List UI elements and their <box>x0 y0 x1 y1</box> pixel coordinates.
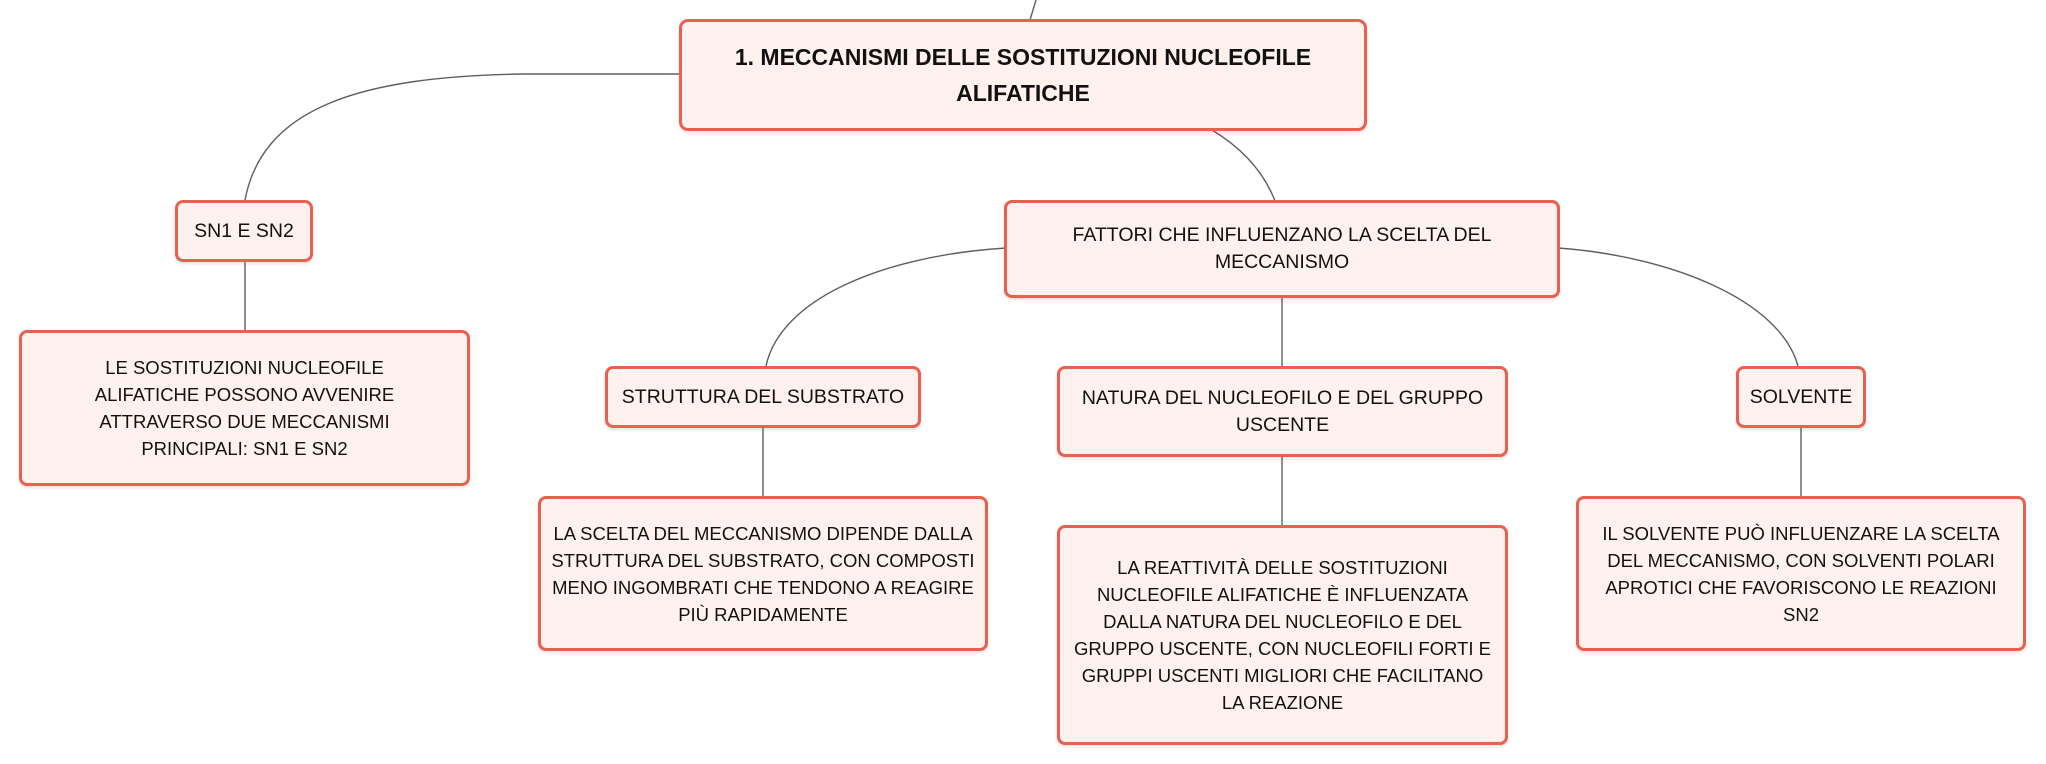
connector-factors-to-solvent <box>1558 248 1798 366</box>
root-topic-label: 1. MECCANISMI DELLE SOSTITUZIONI NUCLEOFILE ALIFATICHE <box>734 44 1312 106</box>
connector-root-to-factors <box>1212 130 1275 201</box>
connector-factors-to-substrate <box>766 248 1006 366</box>
subtopic-node-nucleophile[interactable] <box>1057 366 1508 457</box>
connector-root-to-sn <box>245 74 680 200</box>
detail-text-sn1-sn2: LE SOSTITUZIONI NUCLEOFILE ALIFATICHE POSSONO AVVENIRE ATTRAVERSO DUE MECCANISMI PRINCIPALI: SN1 E SN2 <box>94 357 395 459</box>
subtopic-label-nucleophile: NATURA DEL NUCLEOFILO E DEL GRUPPO USCENTE <box>1081 386 1484 436</box>
detail-node-nucleophile[interactable] <box>1057 525 1508 745</box>
detail-node-solvent[interactable] <box>1576 496 2026 651</box>
detail-text-substrate: LA SCELTA DEL MECCANISMO DIPENDE DALLA STRUTTURA DEL SUBSTRATO, CON COMPOSTI MENO INGOMBRATI CHE TENDONO A REAGIRE PIÙ RAPIDAMENTE <box>551 522 975 625</box>
topic-node-sn1-sn2[interactable] <box>175 200 313 262</box>
subtopic-label-solvent: SOLVENTE <box>1749 385 1853 408</box>
detail-node-substrate[interactable] <box>538 496 988 651</box>
topic-label-sn1-sn2: SN1 E SN2 <box>194 219 294 242</box>
topic-node-factors[interactable] <box>1004 200 1560 298</box>
topic-label-factors: FATTORI CHE INFLUENZANO LA SCELTA DEL MECCANISMO <box>1072 224 1492 273</box>
connector-root-to-parent <box>1030 0 1036 20</box>
subtopic-node-substrate[interactable] <box>605 366 921 428</box>
detail-text-solvent: IL SOLVENTE PUÒ INFLUENZARE LA SCELTA DEL MECCANISMO, CON SOLVENTI POLARI APROTICI CHE FAVORISCONO LE REAZIONI SN2 <box>1602 522 2000 625</box>
detail-node-sn1-sn2[interactable] <box>19 330 470 486</box>
detail-text-nucleophile: LA REATTIVITÀ DELLE SOSTITUZIONI NUCLEOFILE ALIFATICHE È INFLUENZATA DALLA NATURA DEL NUCLEOFILO E DEL GRUPPO USCENTE, CON NUCLEOFILI FORTI E GRUPPI USCENTI MIGLIORI CHE FACILITANO LA REAZIONE <box>1074 557 1491 713</box>
root-topic-node[interactable] <box>679 19 1367 131</box>
subtopic-node-solvent[interactable] <box>1736 366 1866 428</box>
subtopic-label-substrate: STRUTTURA DEL SUBSTRATO <box>621 385 905 408</box>
